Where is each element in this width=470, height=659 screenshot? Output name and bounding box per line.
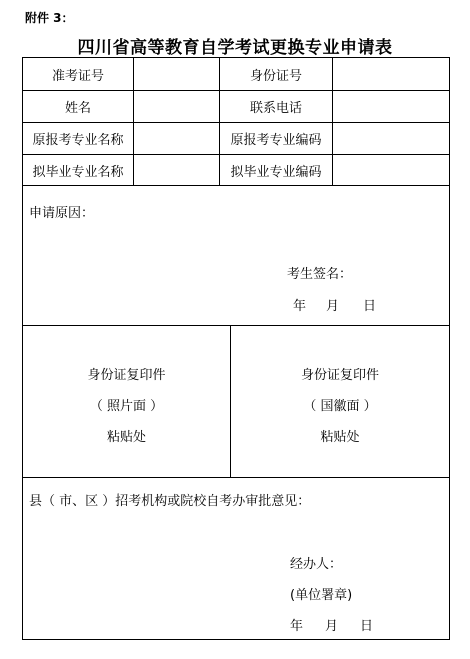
exam-number-field[interactable] [134, 58, 219, 90]
approval-date-month: 月 [325, 619, 339, 634]
target-major-name-field[interactable] [134, 155, 219, 185]
phone-label: 联系电话 [249, 101, 302, 116]
target-major-code-label: 拟毕业专业编码 [230, 164, 322, 180]
target-major-name-label: 拟毕业专业名称 [32, 164, 124, 180]
phone-field[interactable] [333, 91, 449, 122]
reason-date-day: 日 [363, 299, 377, 314]
id-front-side: （ 照片面 ） [89, 399, 164, 414]
id-number-label: 身份证号 [249, 68, 302, 84]
name-label: 姓名 [64, 101, 91, 116]
id-back-side: （ 国徽面 ） [303, 399, 377, 414]
id-front-paste-area: 粘贴处 [106, 430, 146, 445]
reason-date-month: 月 [326, 299, 340, 314]
row-divider [22, 185, 450, 186]
signature-label: 考生签名： [287, 267, 353, 282]
id-back-paste-area: 粘贴处 [320, 430, 360, 445]
name-field[interactable] [134, 91, 219, 122]
approval-date-day: 日 [360, 619, 374, 634]
seal-label: (单位署章) [290, 588, 353, 603]
attachment-label: 附件 3： [25, 11, 74, 25]
id-back-title: 身份证复印件 [300, 368, 379, 383]
id-front-title: 身份证复印件 [87, 368, 166, 383]
approval-label: 县（ 市、区 ）招考机构或院校自考办审批意见： [29, 494, 311, 509]
exam-number-label: 准考证号 [51, 68, 104, 84]
section-divider [22, 325, 450, 326]
reason-label: 申请原因： [29, 206, 95, 221]
original-major-name-label: 原报考专业名称 [32, 133, 124, 148]
original-major-code-field[interactable] [333, 123, 449, 154]
approval-date-year: 年 [290, 619, 304, 634]
section-divider [22, 477, 450, 478]
id-number-field[interactable] [333, 58, 449, 90]
target-major-code-field[interactable] [333, 155, 449, 185]
original-major-code-label: 原报考专业编码 [230, 133, 322, 148]
reason-date-year: 年 [293, 299, 307, 314]
handler-label: 经办人： [290, 557, 343, 572]
original-major-name-field[interactable] [134, 123, 219, 154]
page-title: 四川省高等教育自学考试更换专业申请表 [77, 38, 393, 58]
